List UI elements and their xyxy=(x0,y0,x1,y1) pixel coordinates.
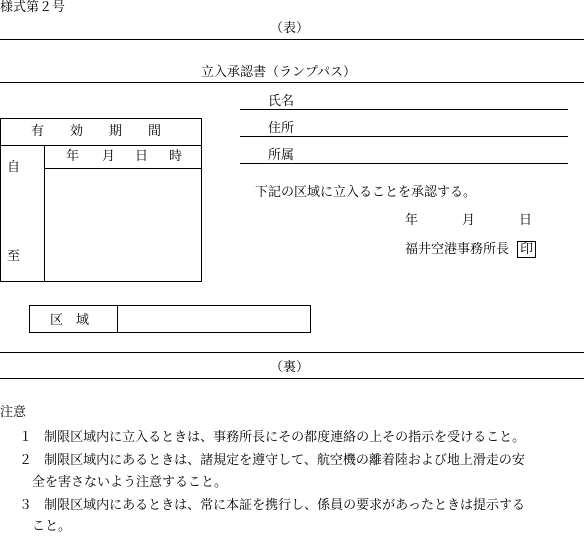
note-text: 制限区域内にあるときは、常に本証を携行し、係員の要求があったときは提示する xyxy=(44,498,526,513)
address-label: 住所 xyxy=(268,121,295,136)
column-day: 日 xyxy=(135,149,149,164)
validity-table xyxy=(0,118,202,282)
validity-divider xyxy=(44,145,45,281)
note-2 xyxy=(19,454,525,467)
note-text: 制限区域内にあるときは、諸規定を遵守して、航空機の離着陸および地上滑走の安 xyxy=(44,453,525,468)
date-day: 日 xyxy=(519,213,533,228)
issuer xyxy=(405,241,536,258)
note-number: ３ xyxy=(19,498,33,513)
column-month: 月 xyxy=(102,149,116,164)
approval-text: 下記の区域に立入ることを承認する。 xyxy=(255,185,477,200)
note-3-continued: こと。 xyxy=(32,519,72,534)
note-3 xyxy=(19,499,525,512)
name-label: 氏名 xyxy=(268,94,295,109)
divider-title xyxy=(0,82,584,83)
notes-heading: 注意 xyxy=(0,405,27,420)
divider-back-bottom xyxy=(0,378,584,379)
column-hour: 時 xyxy=(169,149,183,164)
validity-columns-line xyxy=(44,168,201,169)
front-side-label: （表） xyxy=(270,21,310,36)
note-1 xyxy=(19,431,525,444)
document-title: 立入承認書（ランプパス） xyxy=(201,65,356,80)
note-number: ２ xyxy=(19,453,33,468)
from-label: 自 xyxy=(7,160,21,175)
note-text: 制限区域内に立入るときは、事務所長にその都度連絡の上その指示を受けること。 xyxy=(44,430,526,445)
address-line xyxy=(240,136,568,137)
divider-back-top xyxy=(0,352,584,353)
affiliation-line xyxy=(240,163,568,164)
back-side-label: （裏） xyxy=(270,360,310,375)
form-number: 様式第２号 xyxy=(0,0,66,15)
area-label: 区 域 xyxy=(50,313,90,328)
to-label: 至 xyxy=(7,249,21,264)
date-year: 年 xyxy=(405,213,419,228)
affiliation-label: 所属 xyxy=(268,148,295,163)
column-year: 年 xyxy=(66,149,80,164)
note-2-continued: 全を害さないよう注意すること。 xyxy=(32,475,228,490)
area-divider xyxy=(117,306,118,332)
area-box xyxy=(29,305,311,333)
validity-header-line xyxy=(1,145,201,146)
seal-mark: 印 xyxy=(517,241,536,258)
validity-header: 有 効 期 間 xyxy=(31,124,162,139)
note-number: １ xyxy=(19,430,33,445)
issuer-name: 福井空港事務所長 xyxy=(405,242,510,257)
name-line xyxy=(240,109,568,110)
divider-top xyxy=(0,39,584,40)
date-month: 月 xyxy=(462,213,476,228)
